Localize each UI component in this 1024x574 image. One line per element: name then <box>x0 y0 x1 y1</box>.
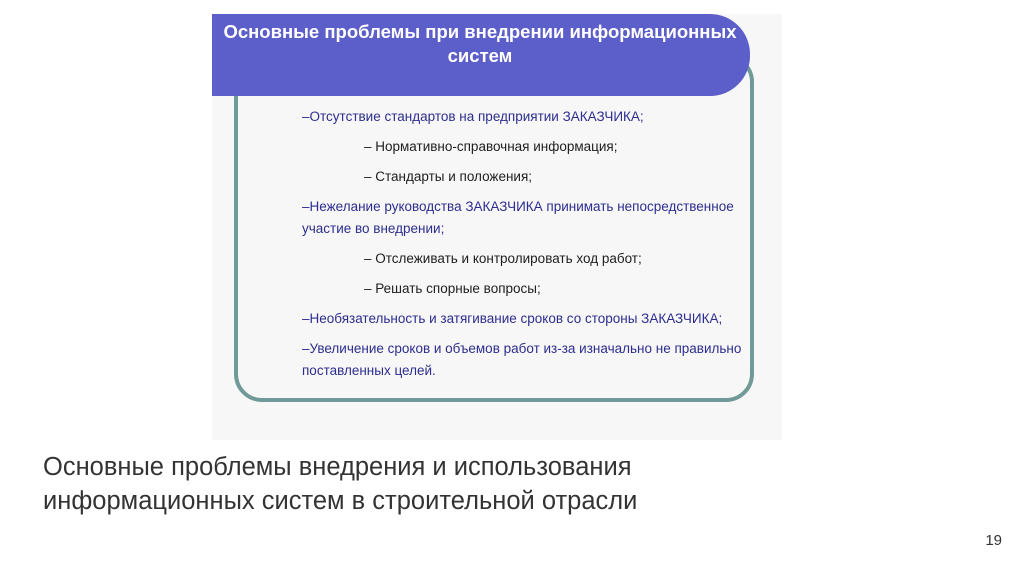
slide-image-title: Основные проблемы при внедрении информационных систем <box>223 21 737 66</box>
list-item: –Увеличение сроков и объемов работ из-за изначально не правильно поставленных целей. <box>302 341 742 378</box>
problem-list <box>302 106 752 382</box>
slide-image <box>212 14 782 440</box>
list-item: – Стандарты и положения; <box>364 169 533 184</box>
list-item: –Отсутствие стандартов на предприятии ЗАКАЗЧИКА; <box>302 109 644 124</box>
list-item: –Нежелание руководства ЗАКАЗЧИКА принимать непосредственное участие во внедрении; <box>302 199 734 236</box>
header-band <box>212 14 750 96</box>
list-item: – Решать спорные вопросы; <box>364 281 541 296</box>
slide-caption: Основные проблемы внедрения и использования информационных систем в строительной отрасли <box>43 453 638 515</box>
list-item: – Отслеживать и контролировать ход работ; <box>364 251 642 266</box>
page-number: 19 <box>985 532 1002 549</box>
list-item: – Нормативно-справочная информация; <box>364 139 618 154</box>
list-item: –Необязательность и затягивание сроков со стороны ЗАКАЗЧИКА; <box>302 311 723 326</box>
